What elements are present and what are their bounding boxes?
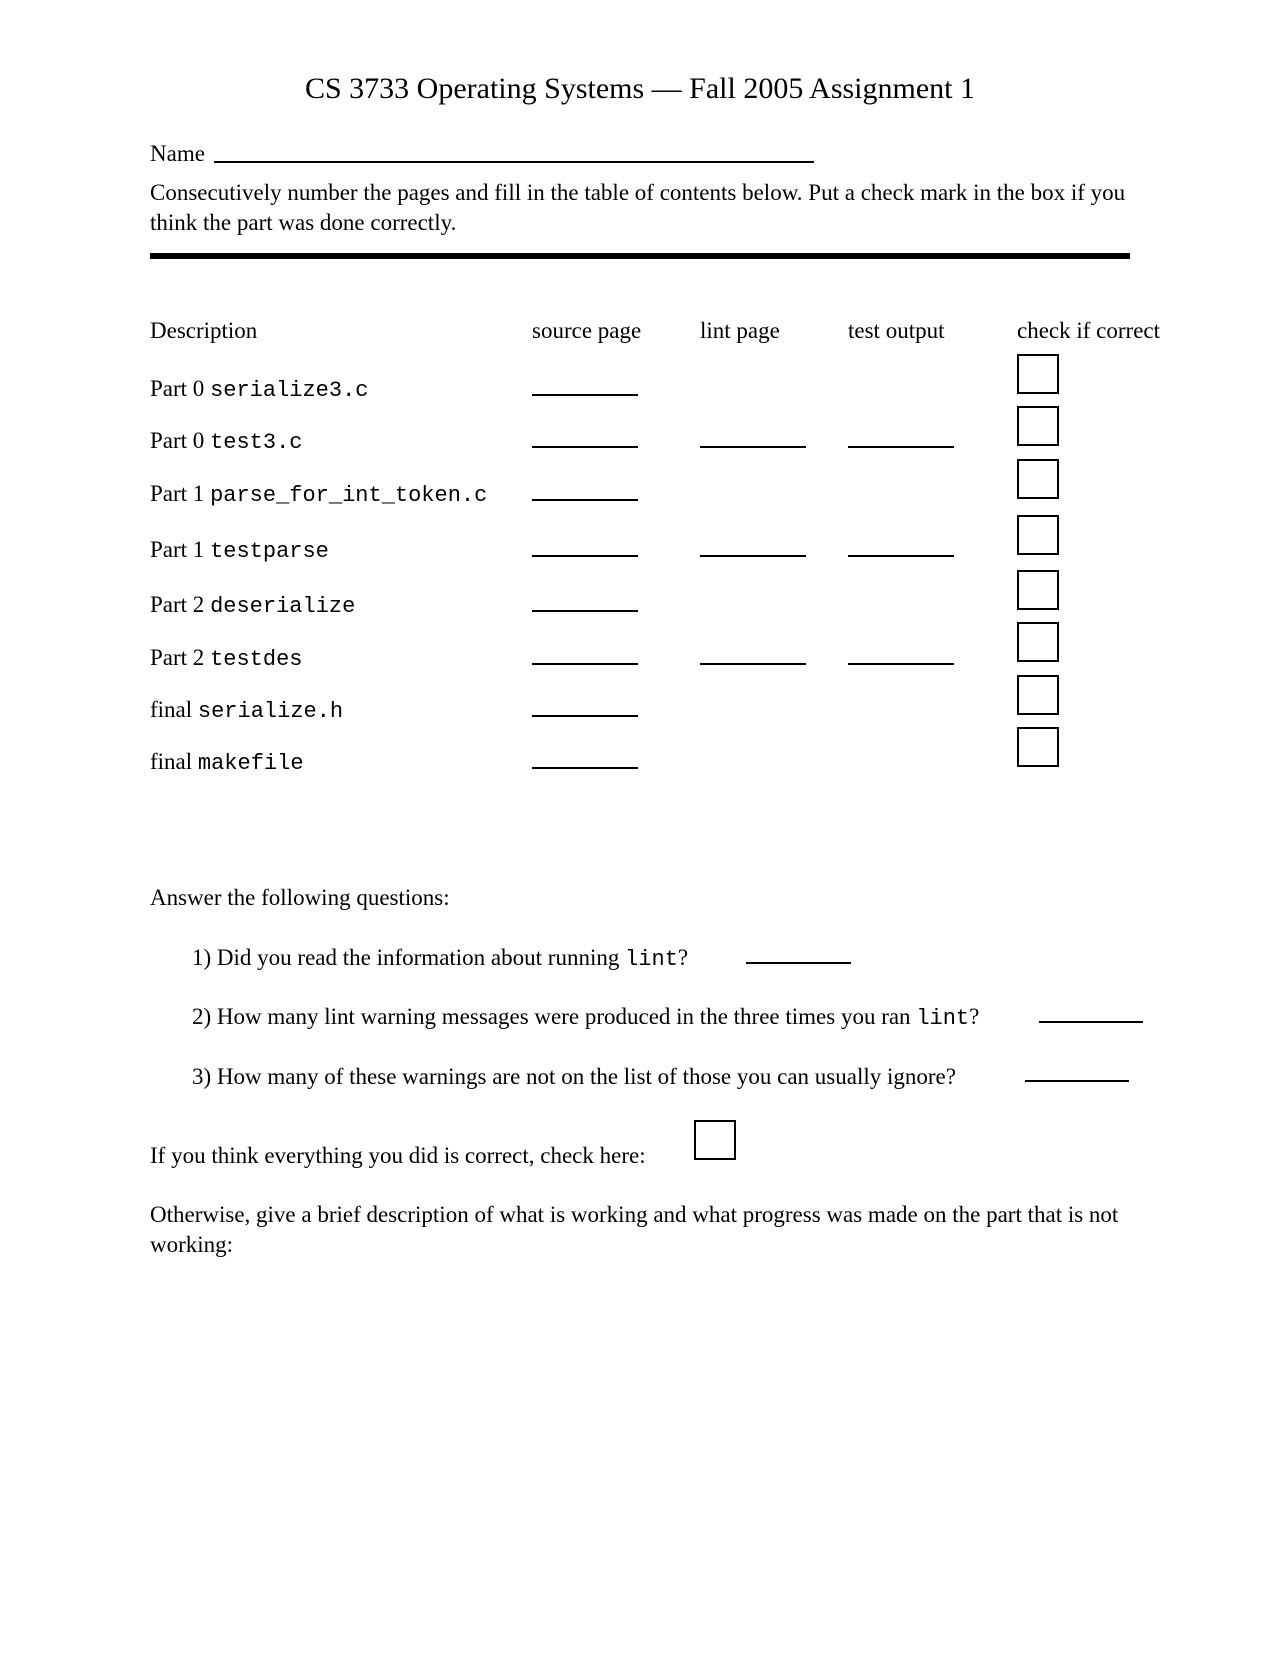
row-file: testparse <box>210 539 329 564</box>
test-output-blank[interactable] <box>848 555 954 557</box>
question-2 <box>192 1002 979 1034</box>
source-page-blank[interactable] <box>532 610 638 612</box>
answer-2-blank[interactable] <box>1039 1021 1143 1023</box>
table-row <box>150 747 304 779</box>
lint-page-blank[interactable] <box>700 555 806 557</box>
header-source-page: source page <box>532 318 642 343</box>
test-output-blank[interactable] <box>848 446 954 448</box>
check-box[interactable] <box>1017 406 1059 446</box>
row-file: testdes <box>210 647 303 672</box>
table-row <box>150 643 302 675</box>
table-row <box>150 590 355 622</box>
check-box[interactable] <box>1017 354 1059 394</box>
row-file: serialize.h <box>197 699 344 724</box>
answer-3-blank[interactable] <box>1025 1080 1129 1082</box>
check-box[interactable] <box>1017 459 1059 499</box>
question-code: lint <box>916 1006 970 1031</box>
row-prefix: Part 2 <box>150 645 205 670</box>
questions-intro: Answer the following questions: <box>150 885 450 910</box>
divider <box>150 253 1130 259</box>
question-number: 3) <box>192 1064 212 1089</box>
table-row <box>150 695 343 727</box>
answer-1-blank[interactable] <box>746 962 851 964</box>
source-page-blank[interactable] <box>532 394 638 396</box>
question-end: ? <box>677 945 689 970</box>
table-row <box>150 374 369 406</box>
lint-page-blank[interactable] <box>700 446 806 448</box>
header-lint-page: lint page <box>700 318 780 343</box>
table-row <box>150 426 302 458</box>
instructions: Consecutively number the pages and fill in the table of contents below. Put a check mark in the box if you think the part was done correctly. <box>150 180 1126 235</box>
question-number: 1) <box>192 945 212 970</box>
page-title: CS 3733 Operating Systems — Fall 2005 Assignment 1 <box>304 72 976 105</box>
lint-page-blank[interactable] <box>700 663 806 665</box>
row-prefix: Part 1 <box>150 481 205 506</box>
header-description: Description <box>150 318 258 343</box>
source-page-blank[interactable] <box>532 555 638 557</box>
header-check: check if correct <box>1017 318 1161 343</box>
source-page-blank[interactable] <box>532 767 638 769</box>
row-prefix: Part 0 <box>150 428 205 453</box>
all-correct-check-box[interactable] <box>694 1120 736 1160</box>
row-file: test3.c <box>210 430 303 455</box>
question-text: How many of these warnings are not on the list of those you can usually ignore? <box>216 1064 956 1089</box>
all-correct-label: If you think everything you did is correct, check here: <box>150 1143 646 1168</box>
question-text: How many lint warning messages were produced in the three times you ran <box>216 1004 911 1029</box>
row-prefix: final <box>150 749 193 774</box>
source-page-blank[interactable] <box>532 446 638 448</box>
question-end: ? <box>969 1004 980 1029</box>
source-page-blank[interactable] <box>532 663 638 665</box>
row-prefix: Part 1 <box>150 537 205 562</box>
check-box[interactable] <box>1017 515 1059 555</box>
row-file: makefile <box>197 751 304 776</box>
header-test-output: test output <box>848 318 945 343</box>
row-prefix: Part 2 <box>150 592 205 617</box>
table-row <box>150 535 329 567</box>
test-output-blank[interactable] <box>848 663 954 665</box>
question-text: Did you read the information about running <box>216 945 620 970</box>
name-field[interactable] <box>214 161 814 163</box>
source-page-blank[interactable] <box>532 715 638 717</box>
row-prefix: final <box>150 697 193 722</box>
row-file: deserialize <box>210 594 356 619</box>
check-box[interactable] <box>1017 675 1059 715</box>
row-file: serialize3.c <box>210 378 369 403</box>
question-1 <box>192 943 688 975</box>
check-box[interactable] <box>1017 570 1059 610</box>
otherwise-text: Otherwise, give a brief description of what is working and what progress was made on the part that is not working: <box>150 1202 1119 1257</box>
question-code: lint <box>625 947 678 972</box>
check-box[interactable] <box>1017 727 1059 767</box>
name-label: Name <box>150 141 205 166</box>
table-row <box>150 479 487 511</box>
question-3 <box>192 1062 956 1092</box>
source-page-blank[interactable] <box>532 499 638 501</box>
check-box[interactable] <box>1017 622 1059 662</box>
row-file: parse_for_int_token.c <box>210 483 488 508</box>
row-prefix: Part 0 <box>150 376 205 401</box>
question-number: 2) <box>192 1004 212 1029</box>
